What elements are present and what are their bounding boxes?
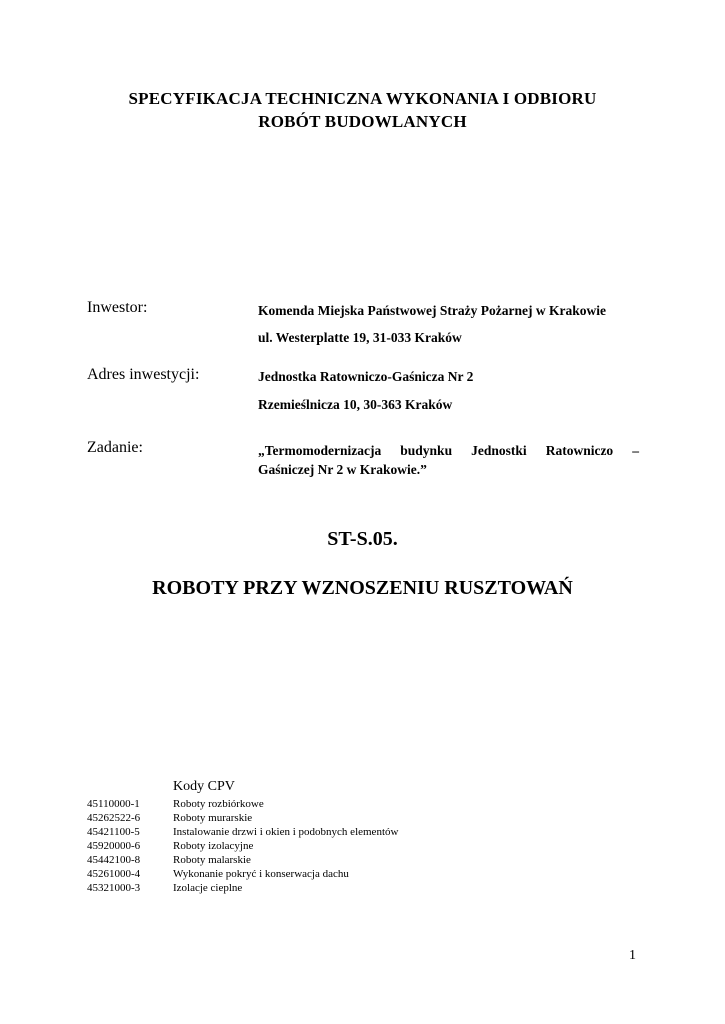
cpv-code: 45421100-5: [87, 826, 140, 838]
cpv-row: [87, 811, 398, 825]
cpv-row: [87, 825, 398, 839]
task-description: [258, 441, 639, 479]
task-label: Zadanie:: [87, 439, 143, 456]
site-label: Adres inwestycji:: [87, 366, 200, 383]
cpv-header: Kody CPV: [173, 779, 235, 794]
cpv-code: 45262522-6: [87, 812, 141, 824]
investor-label: Inwestor:: [87, 299, 148, 316]
page-number: 1: [629, 948, 636, 963]
cpv-row: [87, 881, 398, 895]
cpv-code: 45110000-1: [87, 798, 140, 810]
cpv-code: 45261000-4: [87, 868, 141, 880]
spec-name: ROBOTY PRZY WZNOSZENIU RUSZTOWAŃ: [152, 577, 573, 599]
cpv-row: [87, 853, 398, 867]
document-title-line-2: ROBÓT BUDOWLANYCH: [258, 112, 467, 131]
task-description-line-1: „Termomodernizacja budynku Jednostki Ratowniczo –: [258, 443, 639, 458]
cpv-row: [87, 867, 398, 881]
site-name: Jednostka Ratowniczo-Gaśnicza Nr 2: [258, 369, 474, 384]
investor-name: Komenda Miejska Państwowej Straży Pożarnej w Krakowie: [258, 303, 606, 318]
cpv-code: 45920000-6: [87, 840, 141, 852]
cpv-description: Wykonanie pokryć i konserwacja dachu: [173, 868, 349, 880]
cpv-code: 45321000-3: [87, 882, 141, 894]
cpv-code: 45442100-8: [87, 854, 141, 866]
cpv-description: Instalowanie drzwi i okien i podobnych elementów: [173, 826, 399, 838]
task-description-line-2: Gaśniczej Nr 2 w Krakowie.”: [258, 462, 427, 477]
cpv-description: Roboty izolacyjne: [173, 840, 254, 852]
cpv-row: [87, 797, 398, 811]
cpv-row: [87, 839, 398, 853]
site-address: Rzemieślnicza 10, 30-363 Kraków: [258, 397, 453, 412]
cpv-list: [87, 797, 398, 895]
cpv-description: Roboty malarskie: [173, 854, 251, 866]
investor-address: ul. Westerplatte 19, 31-033 Kraków: [258, 330, 462, 345]
cpv-description: Roboty murarskie: [173, 812, 253, 824]
cpv-description: Roboty rozbiórkowe: [173, 798, 264, 810]
cpv-description: Izolacje cieplne: [173, 882, 243, 894]
spec-code: ST-S.05.: [327, 528, 398, 550]
document-title-line-1: SPECYFIKACJA TECHNICZNA WYKONANIA I ODBIORU: [128, 89, 597, 108]
